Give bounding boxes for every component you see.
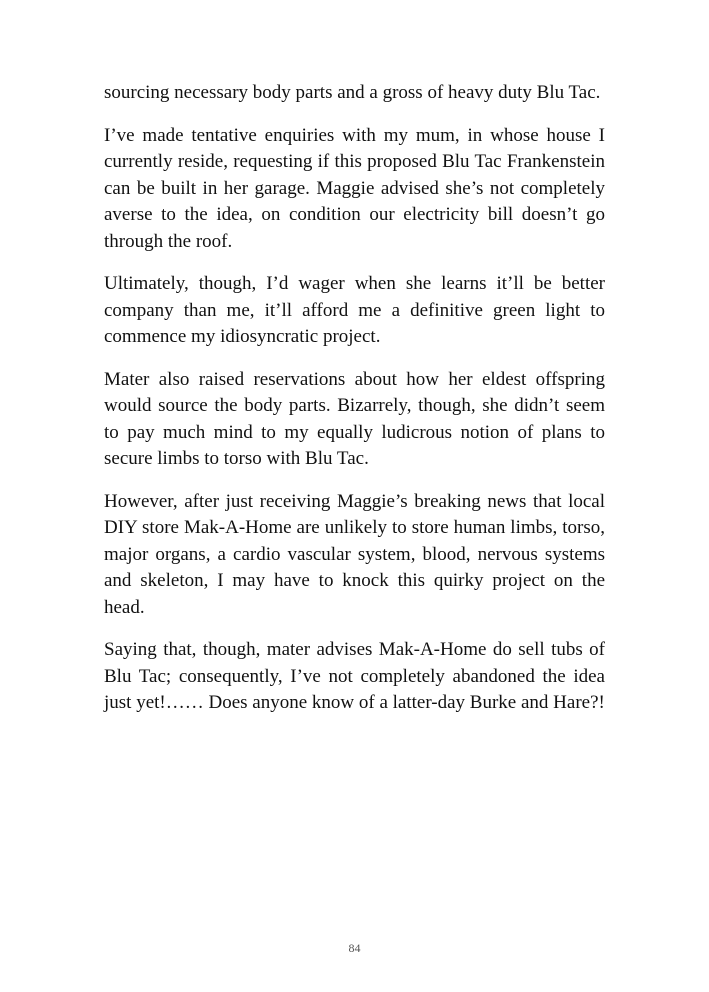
paragraph-2: I’ve made tentative enquiries with my mum, in whose house I currently reside, requesting if this proposed Blu Tac Frankenstein can be built in her garage. Maggie advised she’s not completely averse to the idea, on condition our electricity bill doesn’t go through the roof.	[104, 124, 605, 252]
body-text	[104, 80, 605, 733]
paragraph-5: However, after just receiving Maggie’s breaking news that local DIY store Mak-A-Home are unlikely to store human limbs, torso, major organs, a cardio vascular system, blood, nervous systems and skeleton, I may have to knock this quirky project on the head.	[104, 490, 605, 618]
paragraph-1: sourcing necessary body parts and a gross of heavy duty Blu Tac.	[104, 82, 601, 103]
paragraph-3: Ultimately, though, I’d wager when she learns it’ll be better company than me, it’ll afford me a definitive green light to commence my idiosyncratic project.	[104, 273, 605, 347]
paragraph-4: Mater also raised reservations about how her eldest offspring would source the body parts. Bizarrely, though, she didn’t seem to pay much mind to my equally ludicrous notion of plans to secure limbs to torso with Blu Tac.	[104, 368, 605, 469]
page-number: 84	[348, 941, 361, 955]
paragraph-6: Saying that, though, mater advises Mak-A-Home do sell tubs of Blu Tac; consequently, I’ve not completely abandoned the idea just yet!…… Does anyone know of a latter-day Burke and Hare?!	[104, 639, 605, 713]
